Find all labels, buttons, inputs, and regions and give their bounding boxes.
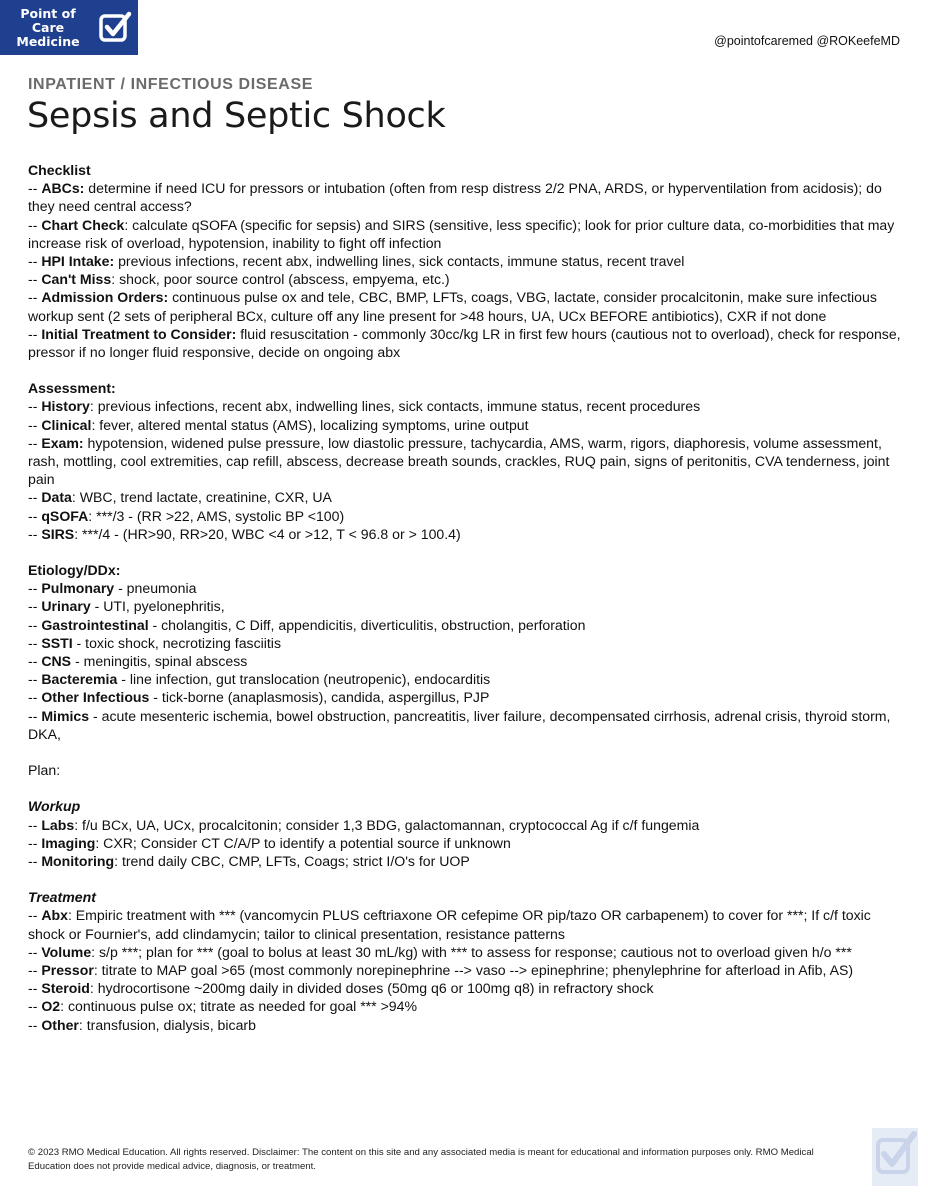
item-text: - meningitis, spinal abscess	[71, 653, 248, 670]
item-prefix: --	[28, 416, 42, 433]
item-label: Monitoring	[41, 852, 115, 869]
item-text: : CXR; Consider CT C/A/P to identify a potential source if unknown	[95, 834, 511, 851]
item-text: - acute mesenteric ischemia, bowel obstruction, pancreatitis, liver failure, decompensated cirrhosis, adrenal crisis, thyroid storm, DKA,	[28, 707, 891, 742]
item-prefix: --	[28, 525, 42, 542]
list-item	[28, 652, 903, 670]
list-item	[28, 616, 903, 634]
logo-line-2: Medicine	[16, 33, 80, 49]
item-label: Imaging	[41, 834, 96, 851]
item-label: History	[41, 398, 90, 415]
item-text: : calculate qSOFA (specific for sepsis) and SIRS (sensitive, less specific); look for prior culture data, co-morbidities that may increase risk of overload, hypotension, inability to fight off infection	[28, 216, 895, 251]
list-item	[28, 688, 903, 706]
footer-disclaimer: © 2023 RMO Medical Education. All rights reserved. Disclaimer: The content on this site and any associated media is meant for educational and information purposes only. RMO Medical Education does not provide medical advice, diagnosis, or treatment.	[28, 1147, 814, 1172]
page-title: Sepsis and Septic Shock	[27, 96, 446, 136]
item-text: hypotension, widened pulse pressure, low diastolic pressure, tachycardia, AMS, warm, rigors, diaphoresis, volume assessment, rash, mottling, cool extremities, cap refill, abscess, decrease breath sounds, crackles, RUQ pain, signs of peritonitis, CVA tenderness, joint pain	[28, 434, 890, 488]
list-item	[28, 997, 903, 1015]
list-item	[28, 434, 903, 489]
item-prefix: --	[28, 507, 42, 524]
item-prefix: --	[28, 289, 42, 306]
list-item	[28, 906, 903, 942]
item-text: : f/u BCx, UA, UCx, procalcitonin; consider 1,3 BDG, galactomannan, cryptococcal Ag if c/f fungemia	[74, 816, 700, 833]
item-text: - pneumonia	[114, 580, 197, 597]
brand-logo	[0, 0, 138, 55]
assessment-heading: Assessment:	[28, 380, 116, 397]
item-prefix: --	[28, 253, 42, 270]
item-prefix: --	[28, 980, 42, 997]
list-item	[28, 634, 903, 652]
list-item	[28, 670, 903, 688]
treatment-section	[28, 906, 903, 1033]
item-prefix: --	[28, 434, 42, 451]
item-label: Chart Check	[41, 216, 125, 233]
item-text: : Empiric treatment with *** (vancomycin PLUS ceftriaxone OR cefepime OR pip/tazo OR carbapenem) to cover for ***; If c/f toxic shock or Fournier's, add clindamycin; tailor to clinical presentation, resistance patterns	[28, 907, 871, 942]
list-item	[28, 288, 903, 324]
item-prefix: --	[28, 907, 42, 924]
item-text: - toxic shock, necrotizing fasciitis	[72, 634, 281, 651]
list-item	[28, 852, 903, 870]
item-prefix: --	[28, 852, 42, 869]
item-label: Pulmonary	[41, 580, 115, 597]
item-label: O2	[41, 998, 61, 1015]
item-label: qSOFA	[41, 507, 89, 524]
item-text: : hydrocortisone ~200mg daily in divided doses (50mg q6 or 100mg q8) in refractory shock	[89, 980, 654, 997]
list-item	[28, 1016, 903, 1034]
list-item	[28, 416, 903, 434]
category-label: INPATIENT / INFECTIOUS DISEASE	[28, 76, 313, 93]
list-item	[28, 252, 903, 270]
item-text: : ***/3 - (RR >22, AMS, systolic BP <100)	[88, 507, 345, 524]
item-prefix: --	[28, 707, 42, 724]
item-label: Other	[41, 1016, 79, 1033]
item-text: : continuous pulse ox; titrate as needed for goal *** >94%	[60, 998, 418, 1015]
list-item	[28, 597, 903, 615]
etiology-section	[28, 579, 903, 743]
item-label: Can't Miss	[41, 271, 112, 288]
item-prefix: --	[28, 943, 42, 960]
checklist-heading: Checklist	[28, 162, 91, 178]
item-label: Gastrointestinal	[41, 616, 149, 633]
list-item	[28, 525, 903, 543]
item-prefix: --	[28, 216, 42, 233]
watermark-check-icon	[870, 1126, 920, 1188]
item-prefix: --	[28, 180, 42, 197]
item-prefix: --	[28, 653, 42, 670]
list-item	[28, 216, 903, 252]
checkbox-check-icon	[98, 11, 132, 45]
item-prefix: --	[28, 998, 42, 1015]
item-prefix: --	[28, 961, 42, 978]
item-label: Initial Treatment to Consider:	[41, 325, 237, 342]
item-label: Other Infectious	[41, 689, 150, 706]
item-label: SSTI	[41, 634, 73, 651]
item-label: Exam:	[41, 434, 84, 451]
assessment-section	[28, 397, 903, 543]
list-item	[28, 179, 903, 215]
workup-heading: Workup	[28, 798, 81, 815]
item-text: : WBC, trend lactate, creatinine, CXR, UA	[71, 489, 332, 506]
item-prefix: --	[28, 580, 42, 597]
item-label: Bacteremia	[41, 671, 118, 688]
item-label: ABCs:	[41, 180, 85, 197]
item-text: previous infections, recent abx, indwelling lines, sick contacts, immune status, recent travel	[114, 253, 685, 270]
item-label: Steroid	[41, 980, 90, 997]
item-prefix: --	[28, 834, 42, 851]
item-label: Mimics	[41, 707, 90, 724]
item-prefix: --	[28, 398, 42, 415]
item-label: Clinical	[41, 416, 92, 433]
item-text: : transfusion, dialysis, bicarb	[78, 1016, 256, 1033]
item-label: Labs	[41, 816, 75, 833]
list-item	[28, 979, 903, 997]
list-item	[28, 707, 903, 743]
item-text: - UTI, pyelonephritis,	[90, 598, 225, 615]
item-prefix: --	[28, 598, 42, 615]
etiology-heading: Etiology/DDx:	[28, 562, 121, 579]
item-prefix: --	[28, 325, 42, 342]
item-text: : ***/4 - (HR>90, RR>20, WBC <4 or >12, T < 96.8 or > 100.4)	[74, 525, 461, 542]
list-item	[28, 816, 903, 834]
item-label: Pressor	[41, 961, 94, 978]
item-text: : previous infections, recent abx, indwelling lines, sick contacts, immune status, recent procedures	[89, 398, 701, 415]
item-prefix: --	[28, 616, 42, 633]
item-label: Abx	[41, 907, 68, 924]
item-text: : trend daily CBC, CMP, LFTs, Coags; strict I/O's for UOP	[114, 852, 470, 869]
item-text: : fever, altered mental status (AMS), localizing symptoms, urine output	[91, 416, 529, 433]
logo-line-1: Point of Care	[20, 5, 76, 35]
list-item	[28, 397, 903, 415]
item-label: Admission Orders:	[41, 289, 169, 306]
list-item	[28, 943, 903, 961]
checklist-section	[28, 179, 903, 361]
list-item	[28, 507, 903, 525]
document-body	[28, 161, 903, 1034]
social-handles: @pointofcaremed @ROKeefeMD	[714, 34, 900, 48]
item-label: Volume	[41, 943, 92, 960]
treatment-heading: Treatment	[28, 889, 96, 906]
item-label: Data	[41, 489, 72, 506]
list-item	[28, 579, 903, 597]
plan-heading: Plan:	[28, 762, 61, 779]
logo-text	[4, 7, 92, 49]
item-text: - tick-borne (anaplasmosis), candida, aspergillus, PJP	[149, 689, 490, 706]
item-text: continuous pulse ox and tele, CBC, BMP, LFTs, coags, VBG, lactate, consider procalcitonin, make sure infectious workup sent (2 sets of peripheral BCx, culture off any line present for >48 hours, UA, UCx BEFORE antibiotics), CXR if not done	[28, 289, 877, 324]
item-prefix: --	[28, 489, 42, 506]
list-item	[28, 961, 903, 979]
list-item	[28, 834, 903, 852]
item-text: - cholangitis, C Diff, appendicitis, diverticulitis, obstruction, perforation	[148, 616, 586, 633]
item-prefix: --	[28, 634, 42, 651]
list-item	[28, 270, 903, 288]
item-label: CNS	[41, 653, 72, 670]
item-text: : s/p ***; plan for *** (goal to bolus at least 30 mL/kg) with *** to assess for response; cautious not to overload given h/o ***	[91, 943, 852, 960]
item-text: determine if need ICU for pressors or intubation (often from resp distress 2/2 PNA, ARDS, or hyperventilation from acidosis); do they need central access?	[28, 180, 882, 215]
item-label: Urinary	[41, 598, 91, 615]
item-text: - line infection, gut translocation (neutropenic), endocarditis	[117, 671, 491, 688]
item-text: : shock, poor source control (abscess, empyema, etc.)	[111, 271, 450, 288]
item-text: : titrate to MAP goal >65 (most commonly norepinephrine --> vaso --> epinephrine; phenylephrine for afterload in Afib, AS)	[93, 961, 854, 978]
list-item	[28, 488, 903, 506]
list-item	[28, 325, 903, 361]
item-prefix: --	[28, 271, 42, 288]
item-prefix: --	[28, 1016, 42, 1033]
workup-section	[28, 816, 903, 871]
item-text: fluid resuscitation - commonly 30cc/kg LR in first few hours (cautious not to overload), check for response, pressor if no longer fluid responsive, decide on ongoing abx	[28, 325, 901, 361]
item-label: HPI Intake:	[41, 253, 115, 270]
item-prefix: --	[28, 816, 42, 833]
item-label: SIRS	[41, 525, 75, 542]
item-prefix: --	[28, 689, 42, 706]
item-prefix: --	[28, 671, 42, 688]
